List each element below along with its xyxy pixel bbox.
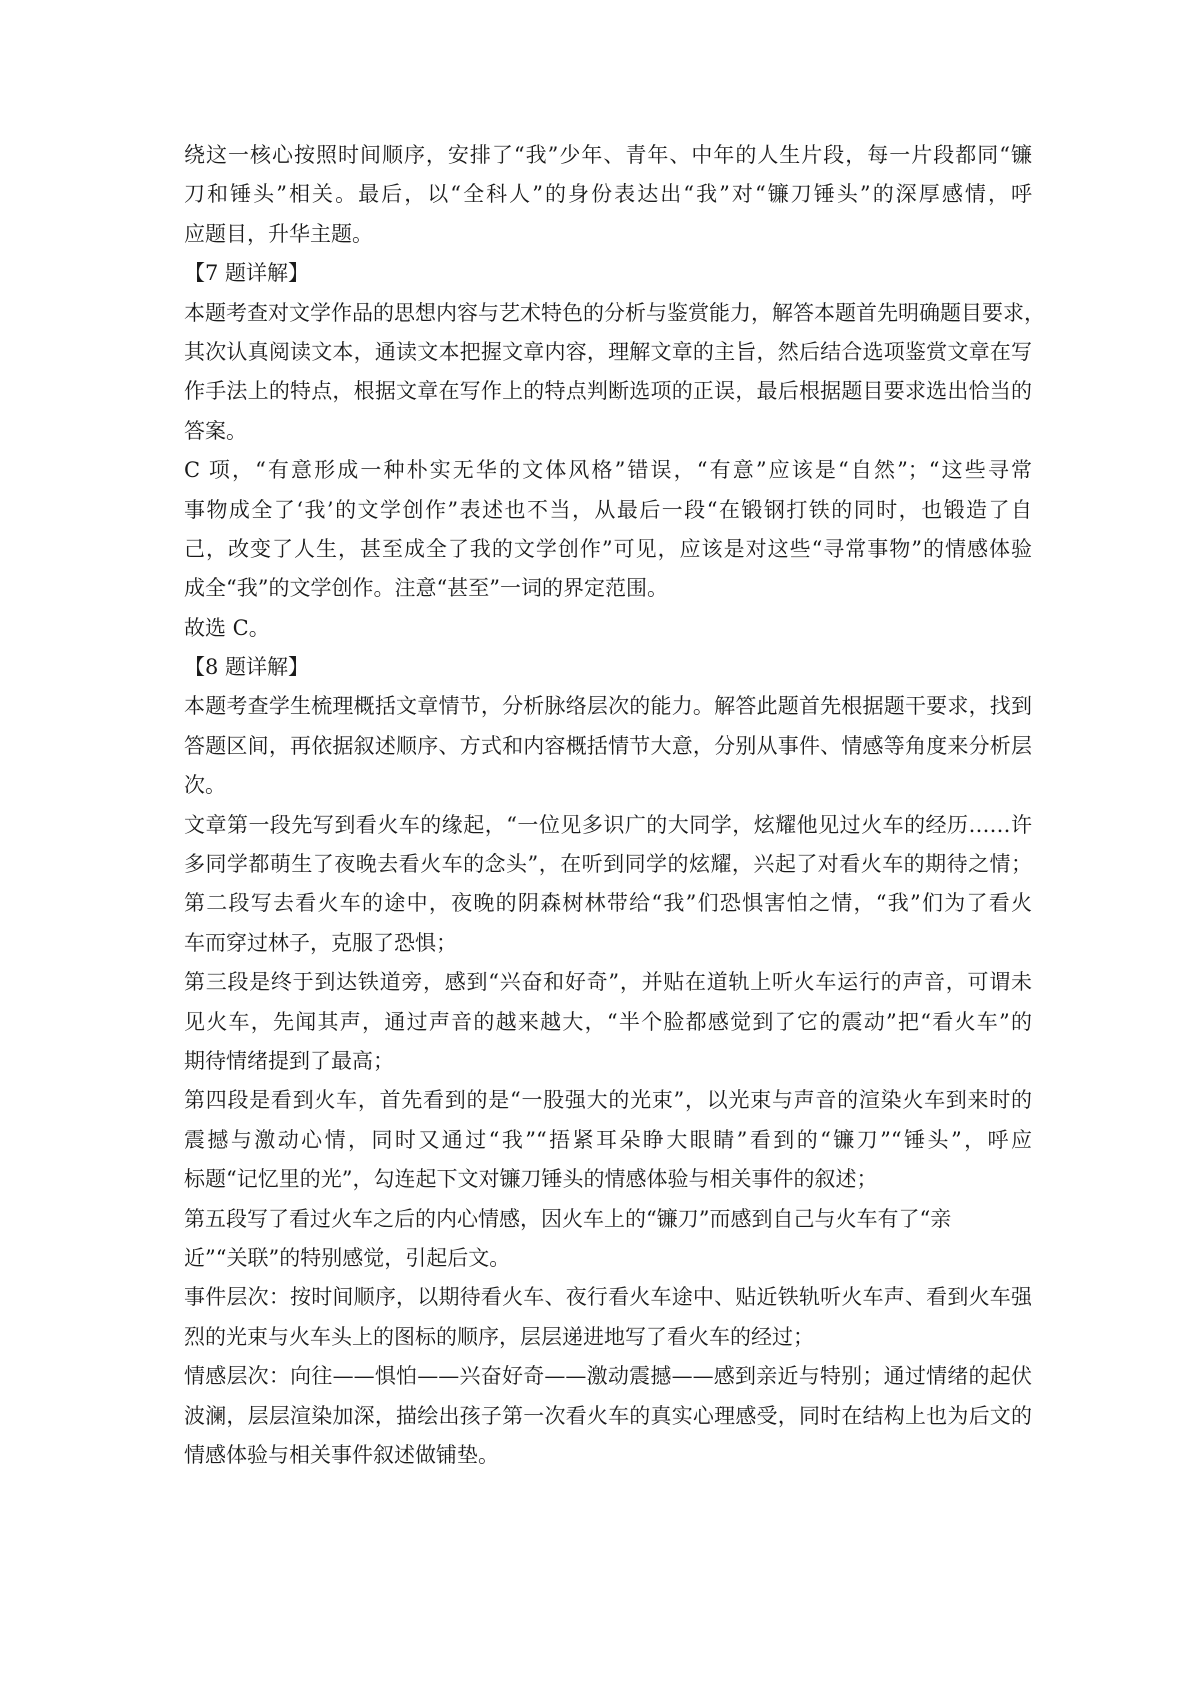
text-line: 作手法上的特点，根据文章在写作上的特点判断选项的正误，最后根据题目要求选出恰当的 — [184, 379, 1032, 404]
text-line: 多同学都萌生了夜晚去看火车的念头”，在听到同学的炫耀，兴起了对看火车的期待之情； — [184, 852, 1032, 877]
text-line: 见火车，先闻其声，通过声音的越来越大，“半个脸都感觉到了它的震动”把“看火车”的 — [184, 1009, 1032, 1034]
text-line: 震撼与激动心情，同时又通过“我”“捂紧耳朵睁大眼睛”看到的“镰刀”“锤头”，呼应 — [184, 1127, 1032, 1152]
text-line: 答案。 — [184, 418, 247, 443]
text-line: 情感层次：向往——惧怕——兴奋好奇——激动震撼——感到亲近与特别；通过情绪的起伏 — [184, 1364, 1032, 1389]
text-line: 波澜，层层渲染加深，描绘出孩子第一次看火车的真实心理感受，同时在结构上也为后文的 — [184, 1403, 1032, 1428]
text-line: 文章第一段先写到看火车的缘起，“一位见多识广的大同学，炫耀他见过火车的经历……许 — [184, 812, 1032, 837]
text-line: 第三段是终于到达铁道旁，感到“兴奋和好奇”，并贴在道轨上听火车运行的声音，可谓未 — [184, 970, 1032, 995]
text-line: 期待情绪提到了最高； — [184, 1048, 394, 1073]
text-line: 近”“关联”的特别感觉，引起后文。 — [184, 1245, 511, 1270]
text-line: 本题考查学生梳理概括文章情节，分析脉络层次的能力。解答此题首先根据题干要求，找到 — [184, 694, 1032, 719]
text-line: C 项，“有意形成一种朴实无华的文体风格”错误，“有意”应该是“自然”；“这些寻常 — [184, 458, 1032, 483]
text-line: 第四段是看到火车，首先看到的是“一股强大的光束”，以光束与声音的渲染火车到来时的 — [184, 1088, 1032, 1113]
text-line: 事物成全了‘我’的文学创作”表述也不当，从最后一段“在锻钢打铁的同时，也锻造了自 — [184, 497, 1032, 522]
text-line: 事件层次：按时间顺序，以期待看火车、夜行看火车途中、贴近铁轨听火车声、看到火车强 — [184, 1285, 1032, 1310]
text-line: 成全“我”的文学创作。注意“甚至”一词的界定范围。 — [184, 576, 668, 601]
document-body — [184, 136, 1045, 1475]
text-line: 烈的光束与火车头上的图标的顺序，层层递进地写了看火车的经过； — [184, 1324, 814, 1349]
section-heading: 【8 题详解】 — [184, 655, 310, 680]
text-line: 其次认真阅读文本，通读文本把握文章内容，理解文章的主旨，然后结合选项鉴赏文章在写 — [184, 339, 1032, 364]
text-line: 车而穿过林子，克服了恐惧； — [184, 930, 457, 955]
text-line: 次。 — [184, 773, 226, 798]
text-line: 己，改变了人生，甚至成全了我的文学创作”可见，应该是对这些“寻常事物”的情感体验 — [184, 536, 1032, 561]
text-line: 情感体验与相关事件叙述做铺垫。 — [184, 1442, 499, 1467]
text-line: 绕这一核心按照时间顺序，安排了“我”少年、青年、中年的人生片段，每一片段都同“镰 — [184, 143, 1032, 167]
text-line: 刀和锤头”相关。最后，以“全科人”的身份表达出“我”对“镰刀锤头”的深厚感情，呼 — [184, 182, 1032, 207]
section-heading: 【7 题详解】 — [184, 261, 310, 286]
text-line: 第二段写去看火车的途中，夜晚的阴森树林带给“我”们恐惧害怕之情，“我”们为了看火 — [184, 891, 1032, 916]
text-line: 第五段写了看过火车之后的内心情感，因火车上的“镰刀”而感到自己与火车有了“亲 — [184, 1206, 952, 1231]
text-line: 标题“记忆里的光”，勾连起下文对镰刀锤头的情感体验与相关事件的叙述； — [184, 1167, 878, 1192]
answer-line: 故选 C。 — [184, 615, 270, 640]
text-line: 应题目，升华主题。 — [184, 221, 373, 246]
text-line: 答题区间，再依据叙述顺序、方式和内容概括情节大意，分别从事件、情感等角度来分析层 — [184, 733, 1032, 758]
text-line: 本题考查对文学作品的思想内容与艺术特色的分析与鉴赏能力，解答本题首先明确题目要求， — [184, 300, 1045, 325]
